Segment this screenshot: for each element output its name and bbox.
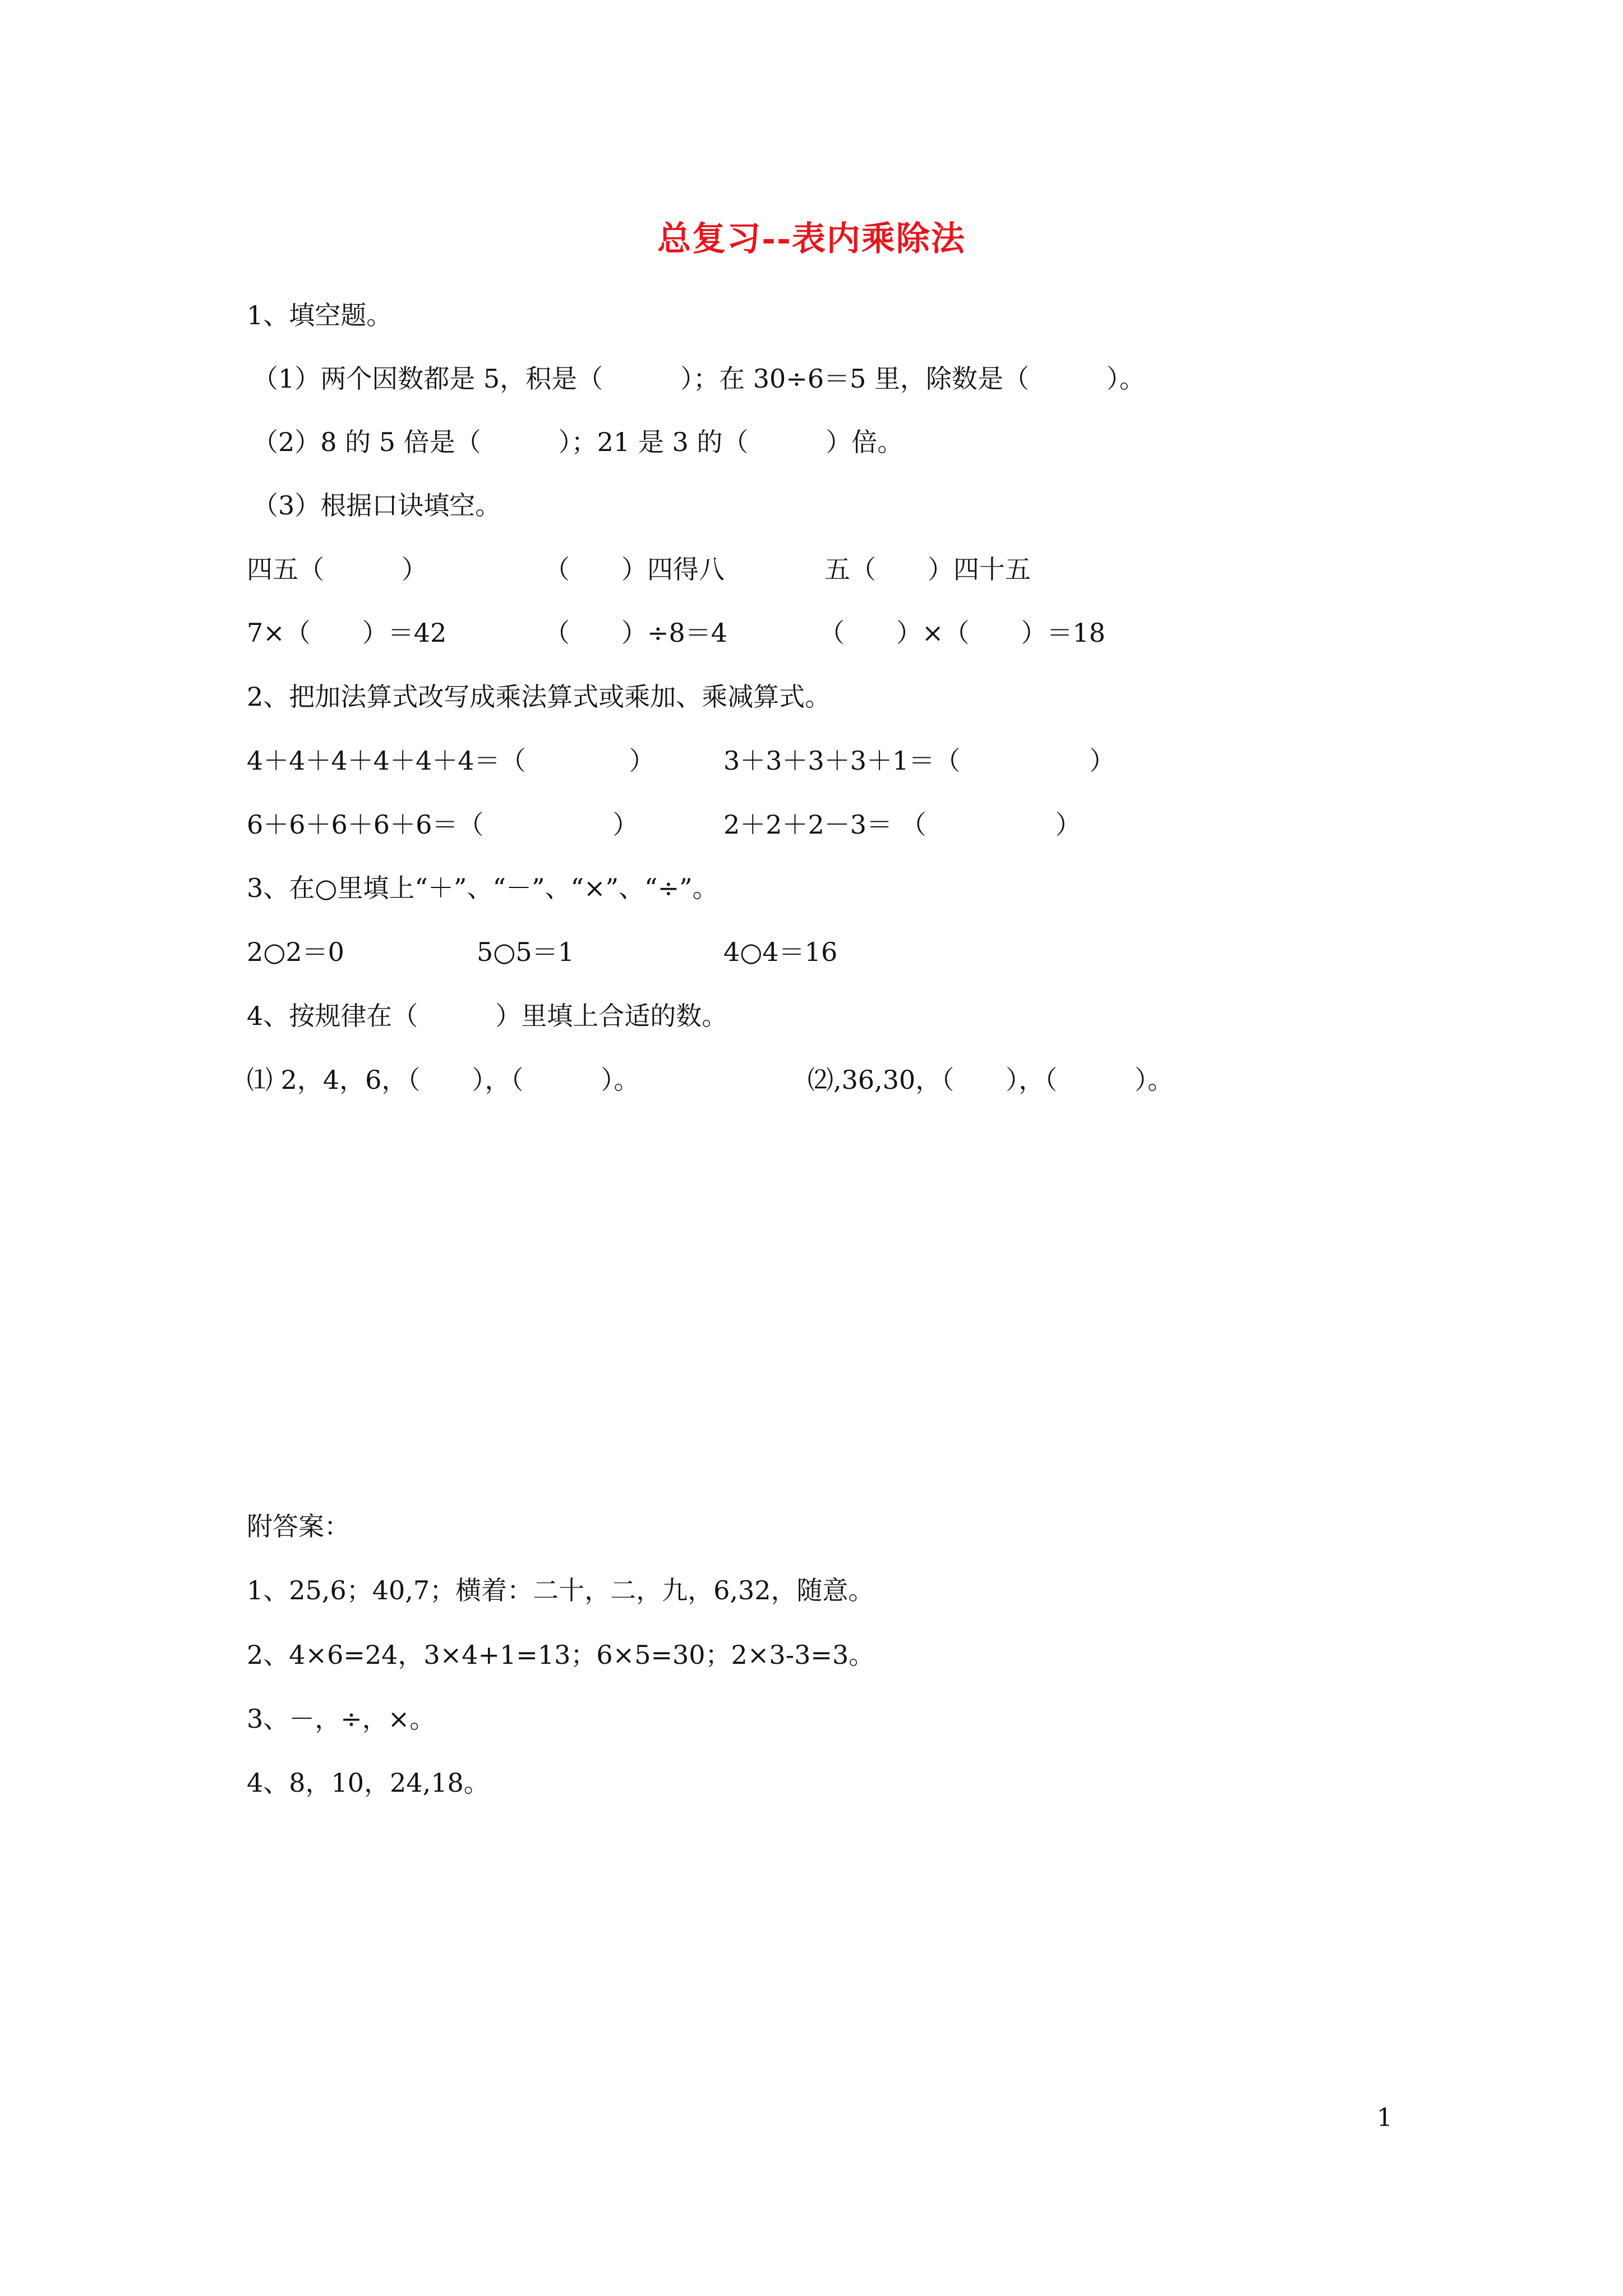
- page-number: 1: [1377, 2104, 1393, 2132]
- answers-heading: 附答案：: [247, 1511, 350, 1542]
- sequence-2: ⑵,36,30，（ ），（ ）。: [808, 1065, 1174, 1095]
- question-2-heading: 2、把加法算式改写成乘法算式或乘加、乘减算式。: [247, 682, 831, 712]
- question-1-part-1: （1）两个因数都是 5，积是（ ）；在 30÷6＝5 里，除数是（ ）。: [252, 364, 1146, 394]
- mnemonic-blank-2: （ ）四得八: [544, 554, 725, 585]
- addition-rewrite-3: 6＋6＋6＋6＋6＝（ ）: [247, 809, 639, 840]
- equation-blank-1: 7×（ ）＝42: [247, 618, 447, 648]
- addition-rewrite-1: 4＋4＋4＋4＋4＋4＝（ ）: [247, 746, 655, 776]
- operator-blank-2: 5○5＝1: [477, 937, 574, 967]
- mnemonic-blank-3: 五（ ）四十五: [824, 554, 1031, 585]
- operator-blank-1: 2○2＝0: [247, 937, 344, 967]
- answer-2: 2、4×6=24，3×4+1=13；6×5=30；2×3-3=3。: [247, 1640, 875, 1670]
- answer-1: 1、25,6；40,7；横着：二十，二，九，6,32，随意。: [247, 1575, 874, 1605]
- question-3-heading: 3、在○里填上“＋”、“－”、“×”、“÷”。: [247, 873, 718, 903]
- mnemonic-blank-1: 四五（ ）: [247, 554, 427, 585]
- operator-blank-3: 4○4＝16: [723, 937, 838, 967]
- equation-blank-2: （ ）÷8＝4: [544, 618, 728, 648]
- question-1-heading: 1、填空题。: [247, 300, 393, 330]
- sequence-1: ⑴ 2，4，6，（ ），（ ）。: [247, 1065, 640, 1095]
- answer-4: 4、8，10，24,18。: [247, 1768, 490, 1798]
- addition-rewrite-4: 2＋2＋2－3＝ （ ）: [723, 809, 1081, 840]
- question-4-heading: 4、按规律在（ ）里填上合适的数。: [247, 1001, 728, 1031]
- addition-rewrite-2: 3＋3＋3＋3＋1＝（ ）: [723, 746, 1115, 776]
- page-title: 总复习--表内乘除法: [657, 219, 966, 259]
- question-1-part-2: （2）8 的 5 倍是（ ）；21 是 3 的（ ）倍。: [252, 427, 903, 457]
- question-1-part-3: （3）根据口诀填空。: [252, 490, 501, 521]
- equation-blank-3: （ ）×（ ）＝18: [819, 618, 1106, 648]
- answer-3: 3、－，÷，×。: [247, 1704, 436, 1734]
